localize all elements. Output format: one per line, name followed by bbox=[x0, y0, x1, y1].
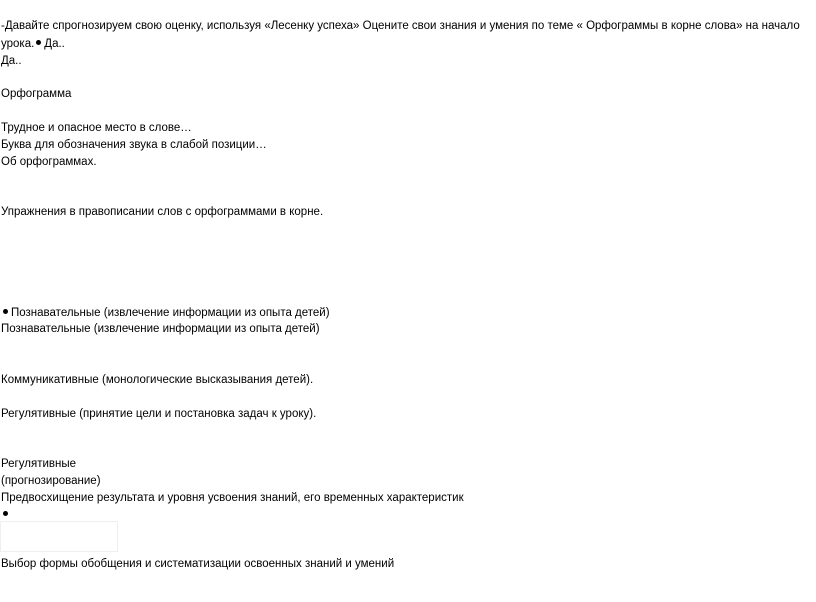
term-heading: Орфограмма bbox=[1, 88, 72, 100]
intro-line-2-prefix: урока. bbox=[1, 38, 35, 50]
cognitive-line: Познавательные (извлечение информации из опыта детей) bbox=[1, 323, 320, 335]
intro-line-3: Да.. bbox=[1, 55, 22, 67]
anticipation-line: Предвосхищение результата и уровня усвоения знаний, его временных характеристик bbox=[1, 492, 464, 504]
regulatory-line: Регулятивные bbox=[1, 458, 77, 470]
empty-cell bbox=[0, 521, 118, 552]
forecasting-line: (прогнозирование) bbox=[1, 475, 101, 487]
exercise-line: Упражнения в правописании слов с орфограммами в корне. bbox=[1, 206, 324, 218]
communicative-line: Коммуникативные (монологические высказывания детей). bbox=[1, 374, 314, 386]
regulatory-goal-line: Регулятивные (принятие цели и постановка задач к уроку). bbox=[1, 408, 317, 420]
cognitive-bullet-line bbox=[1, 305, 330, 321]
definition-3: Об орфограммах. bbox=[1, 156, 97, 168]
bullet-icon bbox=[3, 309, 8, 314]
definition-2: Буква для обозначения звука в слабой позиции… bbox=[1, 139, 267, 151]
intro-line-2 bbox=[1, 36, 65, 52]
definition-1: Трудное и опасное место в слове… bbox=[1, 122, 192, 134]
summary-line: Выбор формы обобщения и систематизации освоенных знаний и умений bbox=[1, 558, 395, 570]
bullet-icon bbox=[3, 511, 8, 516]
intro-line-1: -Давайте спрогнозируем свою оценку, используя «Лесенку успеха» Оцените свои знания и умения по теме « Орфограммы в корне слова» на начало bbox=[1, 20, 800, 32]
intro-line-2-suffix: Да.. bbox=[44, 38, 65, 50]
cognitive-bullet-text: Познавательные (извлечение информации из опыта детей) bbox=[11, 307, 330, 319]
bullet-icon bbox=[36, 40, 41, 45]
